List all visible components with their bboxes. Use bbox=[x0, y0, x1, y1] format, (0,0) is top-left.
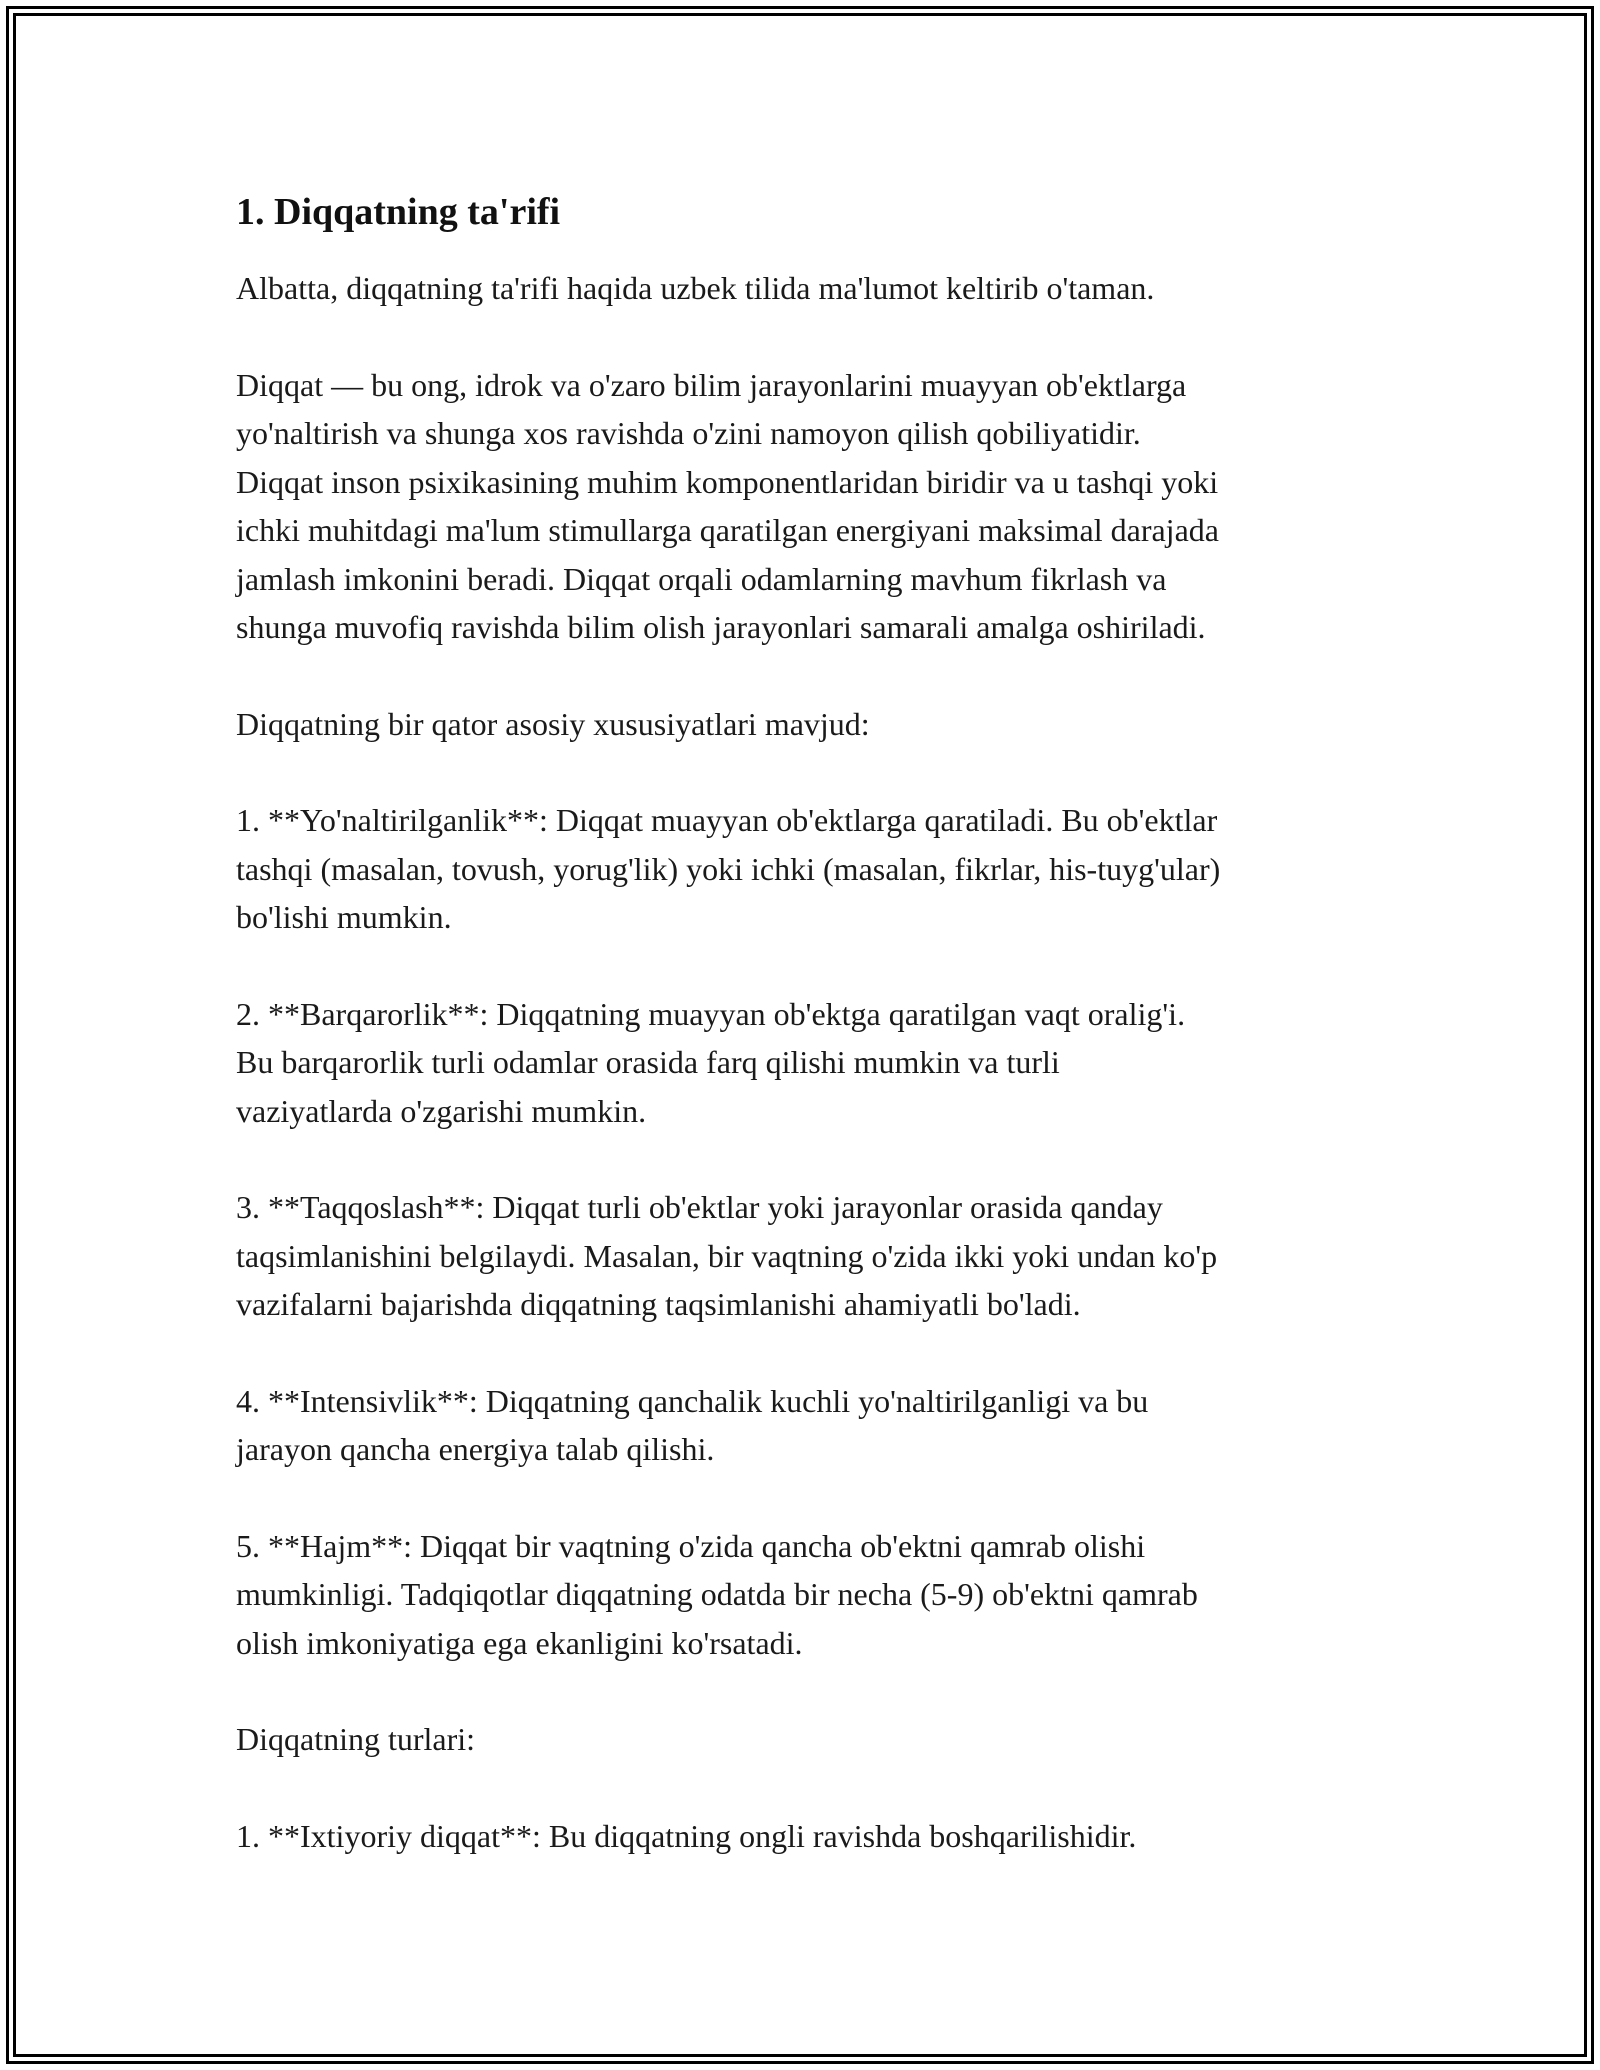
list-item-directedness: 1. **Yo'naltirilganlik**: Diqqat muayyan ob'ektlarga qaratiladi. Bu ob'ektlar tashqi (masalan, tovush, yorug'lik) yoki ichki (masalan, fikrlar, his-tuyg'ular) bo'lishi mumkin. bbox=[236, 802, 1221, 935]
page-title: 1. Diqqatning ta'rifi bbox=[236, 191, 561, 233]
list-item-intensity: 4. **Intensivlik**: Diqqatning qanchalik kuchli yo'naltirilganligi va bu jarayon qancha energiya talab qilishi. bbox=[236, 1382, 1149, 1467]
list-item-voluntary-attention: 1. **Ixtiyoriy diqqat**: Bu diqqatning ongli ravishda boshqarilishidir. bbox=[236, 1817, 1137, 1854]
paragraph-properties-heading: Diqqatning bir qator asosiy xususiyatlari mavjud: bbox=[236, 705, 870, 742]
paragraph-types-heading: Diqqatning turlari: bbox=[236, 1721, 476, 1757]
document-body bbox=[236, 186, 1376, 1908]
paragraph-definition: Diqqat — bu ong, idrok va o'zaro bilim jarayonlarini muayyan ob'ektlarga yo'naltirish va shunga xos ravishda o'zini namoyon qilish qobiliyatidir. Diqqat inson psixikasining muhim komponentlaridan biridir va u tashqi yoki ichki muhitdagi ma'lum stimullarga qaratilgan energiyani maksimal darajada jamlash imkonini beradi. Diqqat orqali odamlarning mavhum fikrlash va shunga muvofiq ravishda bilim olish jarayonlari samarali amalga oshiriladi. bbox=[236, 366, 1219, 645]
paragraph-intro: Albatta, diqqatning ta'rifi haqida uzbek tilida ma'lumot keltirib o'taman. bbox=[236, 270, 1155, 306]
list-item-comparison: 3. **Taqqoslash**: Diqqat turli ob'ektlar yoki jarayonlar orasida qanday taqsimlanishini belgilaydi. Masalan, bir vaqtning o'zida ikki yoki undan ko'p vazifalarni bajarishda diqqatning taqsimlanishi ahamiyatli bo'ladi. bbox=[236, 1189, 1218, 1322]
list-item-stability: 2. **Barqarorlik**: Diqqatning muayyan ob'ektga qaratilgan vaqt oralig'i. Bu barqarorlik turli odamlar orasida farq qilishi mumkin va turli vaziyatlarda o'zgarishi mumkin. bbox=[236, 995, 1186, 1129]
list-item-volume: 5. **Hajm**: Diqqat bir vaqtning o'zida qancha ob'ektni qamrab olishi mumkinligi. Tadqiqotlar diqqatning odatda bir necha (5-9) ob'ektni qamrab olish imkoniyatiga ega ekanligini ko'rsatadi. bbox=[236, 1527, 1198, 1661]
